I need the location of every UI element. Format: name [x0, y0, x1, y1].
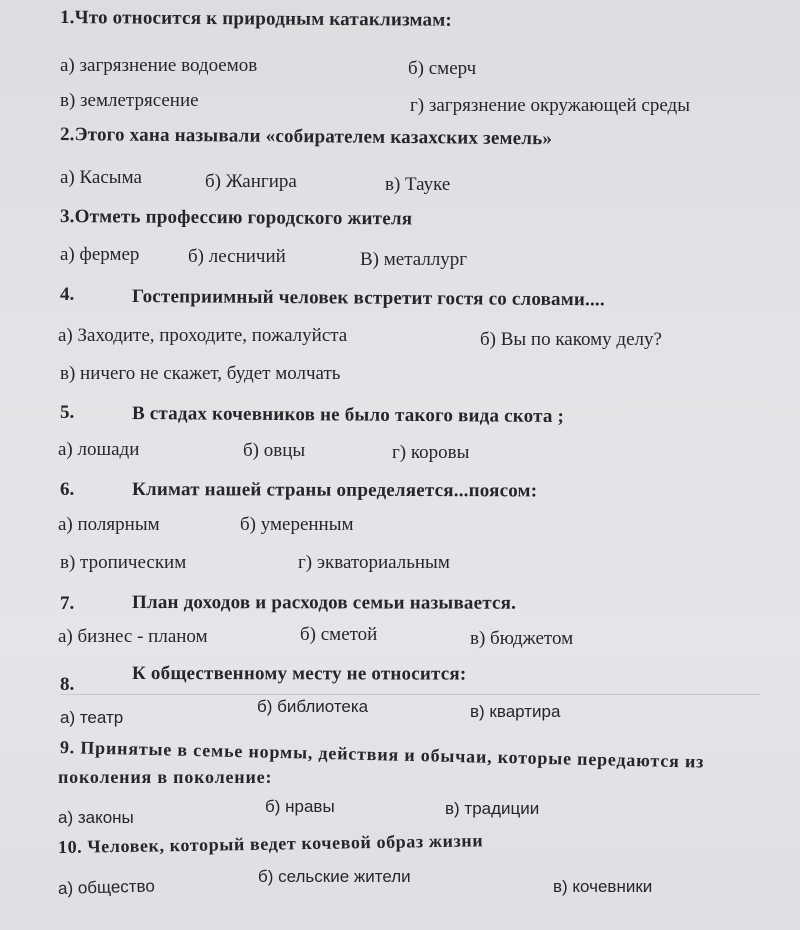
- question-8-number: 8.: [60, 674, 75, 695]
- question-5: В стадах кочевников не было такого вида скота ;: [131, 403, 565, 428]
- q7-option-b: б) сметой: [300, 624, 378, 645]
- question-4: Гостеприимный человек встретит гостя со словами....: [131, 286, 605, 311]
- q7-option-a: а) бизнес - планом: [58, 626, 208, 647]
- question-3: 3.Отметь профессию городского жителя: [59, 206, 413, 230]
- q9-option-b: б) нравы: [265, 797, 335, 816]
- q4-option-v: в) ничего не скажет, будет молчать: [60, 363, 341, 384]
- question-10: 10. Человек, который ведет кочевой образ жизни: [57, 830, 484, 857]
- q3-option-v: В) металлург: [360, 249, 468, 270]
- q3-option-b: б) лесничий: [188, 246, 286, 267]
- q10-option-b: б) сельские жители: [258, 867, 411, 886]
- q3-option-a: а) фермер: [60, 244, 140, 265]
- q4-option-a: а) Заходите, проходите, пожалуйста: [58, 325, 348, 346]
- question-6: Климат нашей страны определяется...поясом:: [131, 479, 538, 502]
- question-4-number: 4.: [60, 284, 75, 305]
- q4-option-b: б) Вы по какому делу?: [480, 329, 662, 350]
- q8-option-b: б) библиотека: [257, 697, 369, 716]
- question-7-number: 7.: [60, 593, 75, 614]
- question-9-line-2: поколения в поколение:: [58, 767, 273, 787]
- q1-option-b: б) смерч: [408, 58, 477, 79]
- question-2: 2.Этого хана называли «собирателем казахских земель»: [59, 124, 553, 150]
- question-1: 1.Что относится к природным катаклизмам:: [59, 7, 453, 31]
- q6-option-v: в) тропическим: [60, 552, 187, 573]
- q6-option-b: б) умеренным: [240, 514, 354, 535]
- question-9: 9. Принятые в семье нормы, действия и обычаи, которые передаются из: [59, 737, 705, 772]
- q10-option-v: в) кочевники: [553, 877, 653, 896]
- q8-option-v: в) квартира: [470, 702, 561, 721]
- q6-option-g: г) экваториальным: [298, 552, 450, 573]
- q9-option-v: в) традиции: [445, 799, 540, 818]
- q1-option-v: в) землетрясение: [60, 90, 199, 111]
- q9-option-a: а) законы: [58, 808, 134, 827]
- ruled-line: [60, 694, 760, 695]
- q2-option-v: в) Тауке: [385, 174, 451, 195]
- q2-option-a: а) Касыма: [60, 167, 142, 188]
- question-7: План доходов и расходов семьи называется.: [131, 592, 517, 614]
- q7-option-v: в) бюджетом: [470, 628, 574, 649]
- q1-option-g: г) загрязнение окружающей среды: [410, 95, 690, 116]
- question-6-number: 6.: [60, 479, 75, 500]
- q5-option-a: а) лошади: [58, 439, 140, 460]
- q1-option-a: а) загрязнение водоемов: [60, 55, 258, 76]
- q6-option-a: а) полярным: [58, 514, 160, 535]
- question-5-number: 5.: [60, 402, 75, 423]
- q5-option-g: г) коровы: [392, 442, 470, 463]
- question-8: К общественному месту не относится:: [131, 663, 467, 685]
- q8-option-a: а) театр: [60, 708, 124, 727]
- q5-option-b: б) овцы: [243, 440, 306, 461]
- q2-option-b: б) Жангира: [205, 171, 297, 192]
- q10-option-a: а) общество: [57, 876, 156, 898]
